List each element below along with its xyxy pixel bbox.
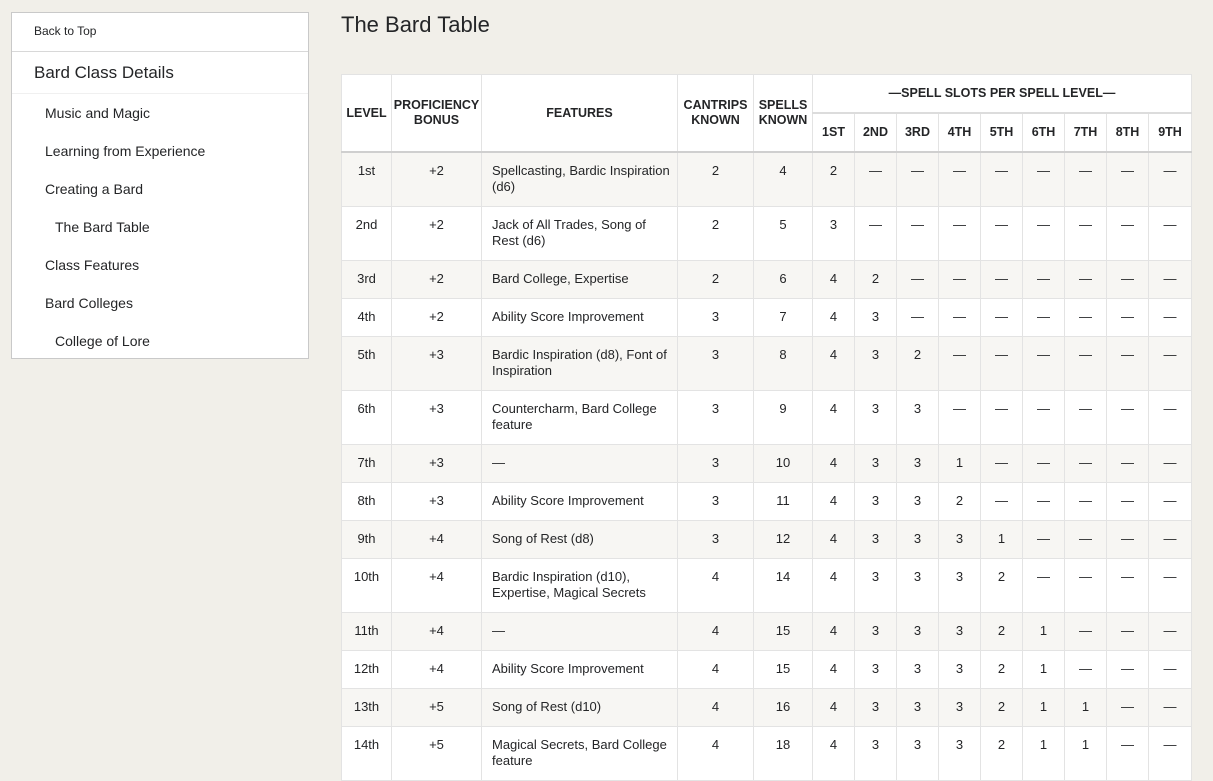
- level-cell: 1st: [342, 152, 392, 207]
- slot-cell: —: [939, 152, 981, 207]
- slot-cell: —: [1107, 689, 1149, 727]
- spells-cell: 14: [754, 559, 813, 613]
- level-cell: 7th: [342, 445, 392, 483]
- proficiency-cell: +3: [392, 445, 482, 483]
- slot-cell: —: [1065, 521, 1107, 559]
- features-cell: —: [482, 613, 678, 651]
- slot-cell: 3: [855, 651, 897, 689]
- slot-cell: 1: [1023, 651, 1065, 689]
- cantrips-cell: 3: [678, 521, 754, 559]
- slot-cell: 3: [855, 483, 897, 521]
- slot-cell: —: [1149, 391, 1192, 445]
- slot-cell: 3: [939, 651, 981, 689]
- slot-cell: —: [981, 261, 1023, 299]
- proficiency-cell: +2: [392, 299, 482, 337]
- slot-cell: 3: [855, 559, 897, 613]
- features-cell: Countercharm, Bard College feature: [482, 391, 678, 445]
- slot-cell: 3: [939, 559, 981, 613]
- level-cell: 9th: [342, 521, 392, 559]
- slot-cell: 2: [981, 689, 1023, 727]
- header-slot-6th: 6TH: [1023, 113, 1065, 152]
- slot-cell: —: [1065, 445, 1107, 483]
- slot-cell: —: [1023, 445, 1065, 483]
- slot-cell: 1: [1065, 727, 1107, 781]
- slot-cell: 3: [855, 613, 897, 651]
- slot-cell: 1: [1023, 689, 1065, 727]
- slot-cell: —: [1023, 152, 1065, 207]
- slot-cell: —: [939, 391, 981, 445]
- table-row: [342, 689, 1192, 727]
- slot-cell: 1: [1023, 613, 1065, 651]
- proficiency-cell: +5: [392, 727, 482, 781]
- slot-cell: —: [981, 337, 1023, 391]
- slot-cell: —: [1149, 727, 1192, 781]
- features-cell: Song of Rest (d10): [482, 689, 678, 727]
- page-title: The Bard Table: [341, 12, 490, 37]
- level-cell: 2nd: [342, 207, 392, 261]
- cantrips-cell: 2: [678, 207, 754, 261]
- slot-cell: 3: [897, 445, 939, 483]
- slot-cell: —: [1149, 207, 1192, 261]
- header-slot-3rd: 3RD: [897, 113, 939, 152]
- slot-cell: —: [939, 299, 981, 337]
- slot-cell: —: [1107, 445, 1149, 483]
- header-slot-5th: 5TH: [981, 113, 1023, 152]
- slot-cell: 4: [813, 445, 855, 483]
- slot-cell: 3: [897, 483, 939, 521]
- spells-cell: 10: [754, 445, 813, 483]
- level-cell: 13th: [342, 689, 392, 727]
- features-cell: Ability Score Improvement: [482, 483, 678, 521]
- header-slot-2nd: 2ND: [855, 113, 897, 152]
- features-cell: Bardic Inspiration (d10), Expertise, Magical Secrets: [482, 559, 678, 613]
- features-cell: —: [482, 445, 678, 483]
- slot-cell: —: [1023, 207, 1065, 261]
- slot-cell: 2: [981, 613, 1023, 651]
- slot-cell: 3: [855, 337, 897, 391]
- header-spell-slots: —SPELL SLOTS PER SPELL LEVEL—: [813, 75, 1192, 114]
- slot-cell: —: [1065, 261, 1107, 299]
- sidebar-title[interactable]: Bard Class Details: [12, 52, 308, 94]
- cantrips-cell: 4: [678, 689, 754, 727]
- features-cell: Spellcasting, Bardic Inspiration (d6): [482, 152, 678, 207]
- header-level: LEVEL: [342, 75, 392, 153]
- level-cell: 14th: [342, 727, 392, 781]
- proficiency-cell: +3: [392, 337, 482, 391]
- slot-cell: —: [1149, 152, 1192, 207]
- slot-cell: —: [1065, 391, 1107, 445]
- spells-cell: 15: [754, 613, 813, 651]
- slot-cell: —: [1107, 391, 1149, 445]
- header-slot-9th: 9TH: [1149, 113, 1192, 152]
- slot-cell: 3: [897, 391, 939, 445]
- level-cell: 5th: [342, 337, 392, 391]
- proficiency-cell: +3: [392, 391, 482, 445]
- spells-cell: 8: [754, 337, 813, 391]
- slot-cell: 3: [855, 689, 897, 727]
- header-slot-4th: 4TH: [939, 113, 981, 152]
- slot-cell: —: [1065, 651, 1107, 689]
- slot-cell: —: [1107, 337, 1149, 391]
- slot-cell: 3: [939, 521, 981, 559]
- spells-cell: 4: [754, 152, 813, 207]
- sidebar-item-the-bard-table[interactable]: The Bard Table: [55, 219, 150, 235]
- slot-cell: —: [1107, 559, 1149, 613]
- sidebar-list: [12, 94, 308, 360]
- slot-cell: 4: [813, 689, 855, 727]
- slot-cell: —: [1107, 613, 1149, 651]
- level-cell: 8th: [342, 483, 392, 521]
- slot-cell: —: [1023, 299, 1065, 337]
- slot-cell: —: [1023, 391, 1065, 445]
- level-cell: 12th: [342, 651, 392, 689]
- cantrips-cell: 4: [678, 613, 754, 651]
- slot-cell: —: [897, 152, 939, 207]
- slot-cell: —: [1149, 651, 1192, 689]
- slot-cell: —: [939, 207, 981, 261]
- slot-cell: 2: [813, 152, 855, 207]
- slot-cell: 4: [813, 261, 855, 299]
- slot-cell: —: [897, 299, 939, 337]
- spells-cell: 7: [754, 299, 813, 337]
- features-cell: Magical Secrets, Bard College feature: [482, 727, 678, 781]
- slot-cell: —: [1149, 613, 1192, 651]
- slot-cell: 1: [981, 521, 1023, 559]
- slot-cell: 4: [813, 483, 855, 521]
- cantrips-cell: 4: [678, 727, 754, 781]
- table-row: [342, 299, 1192, 337]
- header-slot-1st: 1ST: [813, 113, 855, 152]
- cantrips-cell: 4: [678, 559, 754, 613]
- slot-cell: —: [981, 483, 1023, 521]
- back-to-top-link[interactable]: Back to Top: [12, 13, 308, 52]
- spells-cell: 18: [754, 727, 813, 781]
- table-row: [342, 391, 1192, 445]
- slot-cell: —: [1023, 261, 1065, 299]
- spells-cell: 16: [754, 689, 813, 727]
- slot-cell: 3: [855, 521, 897, 559]
- slot-cell: —: [897, 207, 939, 261]
- header-features: FEATURES: [482, 75, 678, 153]
- slot-cell: —: [981, 445, 1023, 483]
- sidebar-item-music-and-magic[interactable]: Music and Magic: [45, 105, 151, 121]
- proficiency-cell: +2: [392, 261, 482, 299]
- slot-cell: 2: [939, 483, 981, 521]
- slot-cell: —: [1149, 337, 1192, 391]
- slot-cell: —: [1149, 483, 1192, 521]
- features-cell: Bard College, Expertise: [482, 261, 678, 299]
- proficiency-cell: +4: [392, 651, 482, 689]
- slot-cell: 3: [939, 689, 981, 727]
- slot-cell: 3: [939, 727, 981, 781]
- slot-cell: —: [981, 391, 1023, 445]
- slot-cell: —: [1107, 299, 1149, 337]
- slot-cell: —: [1107, 521, 1149, 559]
- features-cell: Ability Score Improvement: [482, 299, 678, 337]
- sidebar-item-bard-colleges[interactable]: Bard Colleges: [45, 295, 133, 311]
- spells-cell: 6: [754, 261, 813, 299]
- proficiency-cell: +2: [392, 152, 482, 207]
- slot-cell: 4: [813, 391, 855, 445]
- slot-cell: 3: [813, 207, 855, 261]
- slot-cell: 1: [1065, 689, 1107, 727]
- header-cantrips-known: CANTRIPS KNOWN: [678, 75, 754, 153]
- slot-cell: 4: [813, 727, 855, 781]
- slot-cell: 1: [939, 445, 981, 483]
- cantrips-cell: 3: [678, 337, 754, 391]
- level-cell: 11th: [342, 613, 392, 651]
- slot-cell: —: [939, 337, 981, 391]
- proficiency-cell: +4: [392, 521, 482, 559]
- proficiency-cell: +3: [392, 483, 482, 521]
- slot-cell: —: [1107, 207, 1149, 261]
- cantrips-cell: 3: [678, 483, 754, 521]
- table-row: [342, 445, 1192, 483]
- slot-cell: —: [1023, 521, 1065, 559]
- sidebar-nav: [11, 12, 309, 359]
- slot-cell: —: [981, 207, 1023, 261]
- level-cell: 4th: [342, 299, 392, 337]
- cantrips-cell: 2: [678, 261, 754, 299]
- slot-cell: 2: [855, 261, 897, 299]
- slot-cell: 3: [897, 559, 939, 613]
- table-row: [342, 559, 1192, 613]
- slot-cell: —: [1065, 559, 1107, 613]
- table-body: [342, 152, 1192, 781]
- slot-cell: —: [1149, 445, 1192, 483]
- slot-cell: 2: [981, 651, 1023, 689]
- slot-cell: —: [1065, 337, 1107, 391]
- spells-cell: 12: [754, 521, 813, 559]
- slot-cell: —: [855, 207, 897, 261]
- slot-cell: —: [1149, 521, 1192, 559]
- level-cell: 6th: [342, 391, 392, 445]
- slot-cell: 3: [897, 613, 939, 651]
- header-slot-7th: 7TH: [1065, 113, 1107, 152]
- sidebar-item-class-features[interactable]: Class Features: [45, 257, 140, 273]
- slot-cell: —: [1149, 261, 1192, 299]
- header-spells-known: SPELLS KNOWN: [754, 75, 813, 153]
- level-cell: 3rd: [342, 261, 392, 299]
- slot-cell: —: [1107, 651, 1149, 689]
- sidebar-item-college-of-lore[interactable]: College of Lore: [55, 333, 150, 349]
- slot-cell: —: [1023, 483, 1065, 521]
- spells-cell: 15: [754, 651, 813, 689]
- bard-table: [341, 74, 1192, 781]
- features-cell: Song of Rest (d8): [482, 521, 678, 559]
- slot-cell: 4: [813, 337, 855, 391]
- cantrips-cell: 4: [678, 651, 754, 689]
- sidebar-item-learning-from-experience[interactable]: Learning from Experience: [45, 143, 206, 159]
- cantrips-cell: 2: [678, 152, 754, 207]
- slot-cell: —: [1149, 689, 1192, 727]
- sidebar-item-creating-a-bard[interactable]: Creating a Bard: [45, 181, 144, 197]
- proficiency-cell: +5: [392, 689, 482, 727]
- slot-cell: —: [1107, 483, 1149, 521]
- table-row: [342, 261, 1192, 299]
- slot-cell: 2: [981, 559, 1023, 613]
- spells-cell: 9: [754, 391, 813, 445]
- slot-cell: 1: [1023, 727, 1065, 781]
- header-proficiency-bonus: PROFICIENCY BONUS: [392, 75, 482, 153]
- slot-cell: 4: [813, 651, 855, 689]
- slot-cell: 3: [897, 689, 939, 727]
- features-cell: Bardic Inspiration (d8), Font of Inspiration: [482, 337, 678, 391]
- header-slot-8th: 8TH: [1107, 113, 1149, 152]
- cantrips-cell: 3: [678, 391, 754, 445]
- slot-cell: —: [1149, 299, 1192, 337]
- slot-cell: —: [1023, 337, 1065, 391]
- features-cell: Ability Score Improvement: [482, 651, 678, 689]
- slot-cell: —: [981, 299, 1023, 337]
- slot-cell: —: [981, 152, 1023, 207]
- slot-cell: 4: [813, 299, 855, 337]
- proficiency-cell: +2: [392, 207, 482, 261]
- slot-cell: 4: [813, 521, 855, 559]
- slot-cell: 4: [813, 613, 855, 651]
- spells-cell: 11: [754, 483, 813, 521]
- slot-cell: 3: [855, 727, 897, 781]
- level-cell: 10th: [342, 559, 392, 613]
- slot-cell: —: [1107, 261, 1149, 299]
- slot-cell: —: [1065, 613, 1107, 651]
- slot-cell: —: [1065, 299, 1107, 337]
- slot-cell: —: [1107, 727, 1149, 781]
- slot-cell: 3: [897, 651, 939, 689]
- table-row: [342, 152, 1192, 207]
- slot-cell: 3: [855, 391, 897, 445]
- table-row: [342, 337, 1192, 391]
- slot-cell: 3: [939, 613, 981, 651]
- slot-cell: —: [855, 152, 897, 207]
- slot-cell: —: [1023, 559, 1065, 613]
- slot-cell: 3: [855, 445, 897, 483]
- table-row: [342, 207, 1192, 261]
- slot-cell: 3: [897, 521, 939, 559]
- slot-cell: —: [1065, 207, 1107, 261]
- table-row: [342, 727, 1192, 781]
- table-row: [342, 613, 1192, 651]
- slot-cell: —: [1065, 483, 1107, 521]
- cantrips-cell: 3: [678, 445, 754, 483]
- cantrips-cell: 3: [678, 299, 754, 337]
- slot-cell: 2: [981, 727, 1023, 781]
- slot-cell: 3: [897, 727, 939, 781]
- table-row: [342, 651, 1192, 689]
- slot-cell: —: [1107, 152, 1149, 207]
- table-row: [342, 483, 1192, 521]
- slot-cell: 3: [855, 299, 897, 337]
- slot-cell: —: [939, 261, 981, 299]
- slot-cell: —: [1065, 152, 1107, 207]
- proficiency-cell: +4: [392, 559, 482, 613]
- proficiency-cell: +4: [392, 613, 482, 651]
- slot-cell: —: [897, 261, 939, 299]
- slot-cell: 2: [897, 337, 939, 391]
- slot-cell: 4: [813, 559, 855, 613]
- features-cell: Jack of All Trades, Song of Rest (d6): [482, 207, 678, 261]
- slot-cell: —: [1149, 559, 1192, 613]
- spells-cell: 5: [754, 207, 813, 261]
- table-row: [342, 521, 1192, 559]
